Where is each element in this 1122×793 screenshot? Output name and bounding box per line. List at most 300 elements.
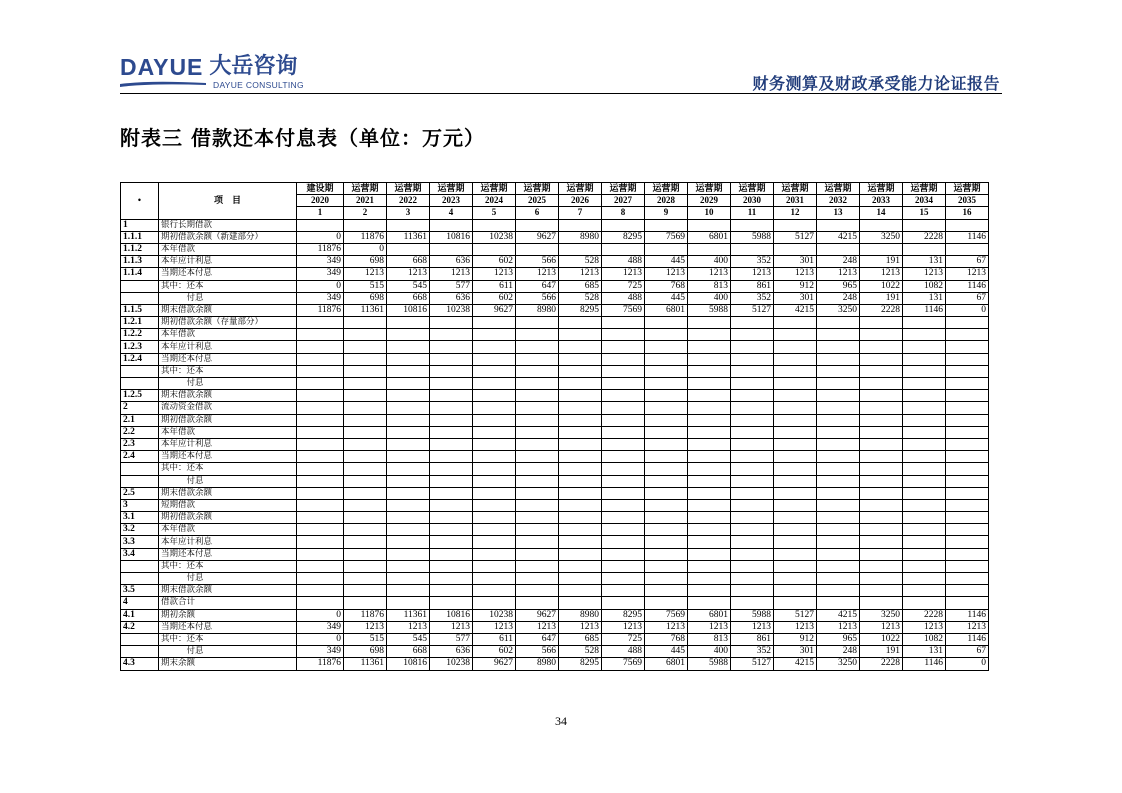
table-cell: 4215 [817, 609, 860, 621]
table-cell [602, 585, 645, 597]
table-cell [731, 402, 774, 414]
table-cell [817, 524, 860, 536]
table-cell [774, 573, 817, 585]
table-cell [946, 365, 989, 377]
table-cell [344, 341, 387, 353]
table-row [121, 597, 989, 609]
row-name: 本年应计利息 [159, 438, 297, 450]
table-cell [516, 353, 559, 365]
table-cell: 1213 [774, 621, 817, 633]
table-cell [430, 451, 473, 463]
row-name: 当期还本付息 [159, 451, 297, 463]
table-cell: 1082 [903, 280, 946, 292]
table-cell: 1213 [430, 621, 473, 633]
table-cell [903, 451, 946, 463]
table-cell [645, 597, 688, 609]
table-cell [645, 560, 688, 572]
table-cell [602, 560, 645, 572]
table-cell [516, 475, 559, 487]
table-row [121, 256, 989, 268]
table-cell [731, 329, 774, 341]
period-header: 运营期 [688, 183, 731, 195]
table-row [121, 609, 989, 621]
table-cell [473, 329, 516, 341]
table-cell [387, 487, 430, 499]
row-name: 当期还本付息 [159, 353, 297, 365]
logo-subtitle: DAYUE CONSULTING [213, 80, 304, 90]
table-cell [903, 524, 946, 536]
table-cell [688, 317, 731, 329]
table-cell: 6801 [645, 658, 688, 670]
row-name: 期初借款余额 [159, 414, 297, 426]
table-cell: 0 [297, 231, 344, 243]
page-number: 34 [555, 714, 567, 728]
table-row [121, 512, 989, 524]
table-cell: 528 [559, 646, 602, 658]
table-row [121, 475, 989, 487]
table-cell [645, 512, 688, 524]
year-header: 2032 [817, 195, 860, 207]
table-cell: 349 [297, 646, 344, 658]
row-code: 3.2 [121, 524, 159, 536]
table-cell [645, 426, 688, 438]
table-cell [602, 414, 645, 426]
row-code: 3.5 [121, 585, 159, 597]
table-cell [516, 402, 559, 414]
row-code: 1.1.3 [121, 256, 159, 268]
row-name: 其中：还本 [159, 633, 297, 645]
table-cell [516, 329, 559, 341]
table-cell [387, 426, 430, 438]
table-cell: 488 [602, 256, 645, 268]
table-cell: 5988 [731, 609, 774, 621]
table-cell [473, 475, 516, 487]
table-cell: 11876 [297, 304, 344, 316]
table-cell [946, 499, 989, 511]
table-row [121, 658, 989, 670]
table-cell [688, 585, 731, 597]
table-cell: 668 [387, 292, 430, 304]
table-cell [516, 548, 559, 560]
row-name: 银行长期借款 [159, 219, 297, 231]
table-cell: 5988 [688, 658, 731, 670]
table-cell [688, 475, 731, 487]
table-cell: 191 [860, 292, 903, 304]
table-row [121, 536, 989, 548]
table-cell: 10816 [387, 658, 430, 670]
table-cell [602, 317, 645, 329]
table-cell [387, 451, 430, 463]
table-cell [473, 219, 516, 231]
table-cell: 813 [688, 280, 731, 292]
table-cell [516, 317, 559, 329]
table-cell: 1213 [516, 621, 559, 633]
table-cell [817, 353, 860, 365]
table-cell [688, 353, 731, 365]
table-cell [946, 353, 989, 365]
table-cell [860, 475, 903, 487]
year-header: 2027 [602, 195, 645, 207]
table-cell: 7569 [645, 609, 688, 621]
table-cell [903, 597, 946, 609]
table-cell [946, 512, 989, 524]
table-cell: 668 [387, 646, 430, 658]
table-cell [645, 390, 688, 402]
table-cell: 4215 [774, 304, 817, 316]
page-title: 附表三 借款还本付息表（单位：万元） [120, 126, 485, 150]
table-cell: 8295 [602, 609, 645, 621]
table-cell: 698 [344, 646, 387, 658]
row-name: 借款合计 [159, 597, 297, 609]
table-cell: 131 [903, 256, 946, 268]
table-cell [731, 463, 774, 475]
table-cell: 1213 [688, 268, 731, 280]
table-cell: 67 [946, 646, 989, 658]
table-cell: 912 [774, 633, 817, 645]
header-row-periods [121, 183, 989, 195]
table-cell [430, 378, 473, 390]
table-cell [774, 353, 817, 365]
table-cell: 1022 [860, 633, 903, 645]
table-cell [817, 341, 860, 353]
company-logo [120, 54, 304, 92]
index-header: 1 [297, 207, 344, 219]
table-cell: 647 [516, 280, 559, 292]
table-cell: 965 [817, 280, 860, 292]
table-cell [602, 573, 645, 585]
table-cell [645, 317, 688, 329]
table-cell [903, 560, 946, 572]
year-header: 2035 [946, 195, 989, 207]
table-cell: 1213 [645, 621, 688, 633]
table-cell: 1213 [516, 268, 559, 280]
table-cell [645, 536, 688, 548]
table-cell [688, 548, 731, 560]
table-cell [817, 597, 860, 609]
table-cell: 301 [774, 256, 817, 268]
table-cell [860, 512, 903, 524]
year-header: 2033 [860, 195, 903, 207]
index-header: 3 [387, 207, 430, 219]
table-cell: 5127 [774, 231, 817, 243]
table-cell [817, 317, 860, 329]
table-cell [559, 548, 602, 560]
table-cell [387, 512, 430, 524]
table-cell [344, 317, 387, 329]
table-cell [473, 499, 516, 511]
year-header: 2034 [903, 195, 946, 207]
table-cell [860, 426, 903, 438]
table-cell [473, 317, 516, 329]
row-name: 付息 [159, 292, 297, 304]
row-name: 当期还本付息 [159, 548, 297, 560]
table-cell: 445 [645, 256, 688, 268]
table-cell [559, 524, 602, 536]
table-cell [860, 365, 903, 377]
table-cell [817, 365, 860, 377]
table-cell [559, 512, 602, 524]
table-cell [903, 585, 946, 597]
table-cell [430, 487, 473, 499]
row-name: 当期还本付息 [159, 621, 297, 633]
table-cell [297, 487, 344, 499]
table-cell [645, 378, 688, 390]
table-cell [860, 585, 903, 597]
index-header: 7 [559, 207, 602, 219]
table-cell [516, 536, 559, 548]
table-cell [387, 390, 430, 402]
table-cell [688, 378, 731, 390]
table-cell [473, 353, 516, 365]
period-header: 运营期 [559, 183, 602, 195]
table-cell [903, 414, 946, 426]
table-cell [344, 597, 387, 609]
table-cell [860, 414, 903, 426]
row-code: 1.1.2 [121, 243, 159, 255]
period-header: 运营期 [774, 183, 817, 195]
table-cell: 5988 [688, 304, 731, 316]
row-name: 期末借款余额 [159, 487, 297, 499]
table-cell [731, 573, 774, 585]
table-cell [559, 475, 602, 487]
table-cell: 698 [344, 292, 387, 304]
table-cell [946, 597, 989, 609]
table-cell [344, 536, 387, 548]
table-cell [473, 390, 516, 402]
table-cell [430, 585, 473, 597]
table-cell [344, 573, 387, 585]
table-cell [430, 438, 473, 450]
row-name: 流动资金借款 [159, 402, 297, 414]
table-cell: 1213 [946, 621, 989, 633]
table-row [121, 585, 989, 597]
table-cell [602, 378, 645, 390]
table-cell [860, 243, 903, 255]
table-cell [602, 487, 645, 499]
table-cell [946, 487, 989, 499]
table-cell [903, 341, 946, 353]
table-cell [430, 499, 473, 511]
table-cell: 67 [946, 256, 989, 268]
period-header: 运营期 [602, 183, 645, 195]
table-cell [774, 536, 817, 548]
table-cell: 0 [297, 609, 344, 621]
table-cell: 3250 [860, 609, 903, 621]
table-cell: 1213 [860, 621, 903, 633]
table-cell: 5127 [731, 658, 774, 670]
row-code: 2.3 [121, 438, 159, 450]
table-cell [860, 402, 903, 414]
table-cell: 352 [731, 646, 774, 658]
period-header: 运营期 [645, 183, 688, 195]
table-cell [946, 414, 989, 426]
year-header: 2021 [344, 195, 387, 207]
row-code: 1.1.1 [121, 231, 159, 243]
table-cell [387, 548, 430, 560]
table-cell [645, 329, 688, 341]
table-cell [602, 536, 645, 548]
table-cell [688, 451, 731, 463]
table-cell [344, 426, 387, 438]
table-cell: 528 [559, 256, 602, 268]
table-cell [516, 499, 559, 511]
table-cell [817, 499, 860, 511]
logo-cn-text: 大岳咨询 [209, 54, 298, 79]
table-cell: 685 [559, 633, 602, 645]
table-cell [860, 487, 903, 499]
table-cell [430, 536, 473, 548]
table-cell [559, 573, 602, 585]
table-cell [430, 353, 473, 365]
table-cell [473, 573, 516, 585]
table-cell: 577 [430, 280, 473, 292]
table-cell [774, 426, 817, 438]
table-cell: 3250 [817, 658, 860, 670]
table-cell: 1213 [344, 268, 387, 280]
row-name: 期末余额 [159, 658, 297, 670]
table-cell [430, 512, 473, 524]
table-cell [559, 219, 602, 231]
table-cell [430, 341, 473, 353]
table-cell [516, 365, 559, 377]
row-code [121, 463, 159, 475]
row-code: 1.2.1 [121, 317, 159, 329]
table-cell [430, 390, 473, 402]
row-code: 2.4 [121, 451, 159, 463]
index-header: 15 [903, 207, 946, 219]
table-cell [473, 438, 516, 450]
row-code: 2 [121, 402, 159, 414]
table-cell [602, 524, 645, 536]
row-name: 期初借款余额 [159, 512, 297, 524]
table-cell [903, 243, 946, 255]
table-cell [387, 475, 430, 487]
row-code [121, 573, 159, 585]
table-cell: 6801 [645, 304, 688, 316]
table-cell [946, 451, 989, 463]
table-cell [688, 329, 731, 341]
table-cell [430, 243, 473, 255]
row-code: 1.1.5 [121, 304, 159, 316]
table-cell [473, 451, 516, 463]
row-name: 本年借款 [159, 524, 297, 536]
index-header: 5 [473, 207, 516, 219]
table-cell [602, 463, 645, 475]
table-cell [731, 585, 774, 597]
table-cell [297, 585, 344, 597]
table-row [121, 341, 989, 353]
index-header: 13 [817, 207, 860, 219]
table-cell: 1213 [387, 621, 430, 633]
table-cell [688, 536, 731, 548]
table-cell [645, 548, 688, 560]
table-cell: 0 [344, 243, 387, 255]
row-name: 期末借款余额 [159, 304, 297, 316]
table-cell [860, 451, 903, 463]
table-cell [473, 560, 516, 572]
table-cell [903, 548, 946, 560]
table-cell [430, 573, 473, 585]
table-cell [774, 548, 817, 560]
table-cell: 668 [387, 256, 430, 268]
table-cell [645, 219, 688, 231]
logo-text: DAYUE [120, 54, 204, 80]
table-cell [516, 243, 559, 255]
table-cell [817, 475, 860, 487]
table-cell: 698 [344, 256, 387, 268]
table-cell [516, 451, 559, 463]
table-cell [602, 475, 645, 487]
table-cell [688, 560, 731, 572]
table-cell [645, 475, 688, 487]
table-cell [602, 353, 645, 365]
row-code: 2.1 [121, 414, 159, 426]
table-cell [817, 219, 860, 231]
table-cell [387, 243, 430, 255]
table-cell [817, 426, 860, 438]
table-cell [430, 365, 473, 377]
table-cell [473, 536, 516, 548]
period-header: 运营期 [860, 183, 903, 195]
table-cell [559, 463, 602, 475]
table-cell [559, 438, 602, 450]
table-cell: 6801 [688, 609, 731, 621]
table-cell: 10816 [430, 609, 473, 621]
table-cell [946, 463, 989, 475]
table-cell [731, 597, 774, 609]
row-code: 2.2 [121, 426, 159, 438]
row-name: 期初借款余额（存量部分） [159, 317, 297, 329]
table-cell [817, 378, 860, 390]
table-cell: 813 [688, 633, 731, 645]
row-name: 期末借款余额 [159, 390, 297, 402]
table-cell [297, 536, 344, 548]
table-cell: 1213 [817, 621, 860, 633]
table-cell [688, 426, 731, 438]
table-cell: 566 [516, 646, 559, 658]
table-row [121, 292, 989, 304]
table-cell [774, 512, 817, 524]
table-cell: 67 [946, 292, 989, 304]
table-cell [602, 341, 645, 353]
table-cell [559, 353, 602, 365]
table-cell [344, 402, 387, 414]
row-name: 本年借款 [159, 243, 297, 255]
table-cell [297, 341, 344, 353]
table-cell: 4215 [817, 231, 860, 243]
table-cell: 725 [602, 280, 645, 292]
table-cell [903, 365, 946, 377]
table-cell [774, 317, 817, 329]
table-cell: 1146 [946, 280, 989, 292]
period-header: 运营期 [344, 183, 387, 195]
table-cell: 965 [817, 633, 860, 645]
table-row [121, 353, 989, 365]
table-cell [946, 438, 989, 450]
table-cell [297, 597, 344, 609]
table-cell [387, 317, 430, 329]
table-cell [860, 499, 903, 511]
table-cell [297, 463, 344, 475]
table-cell: 1213 [387, 268, 430, 280]
table-cell [297, 402, 344, 414]
table-cell [731, 219, 774, 231]
table-cell [688, 243, 731, 255]
table-row [121, 243, 989, 255]
table-cell [297, 512, 344, 524]
row-name: 付息 [159, 646, 297, 658]
year-header: 2028 [645, 195, 688, 207]
